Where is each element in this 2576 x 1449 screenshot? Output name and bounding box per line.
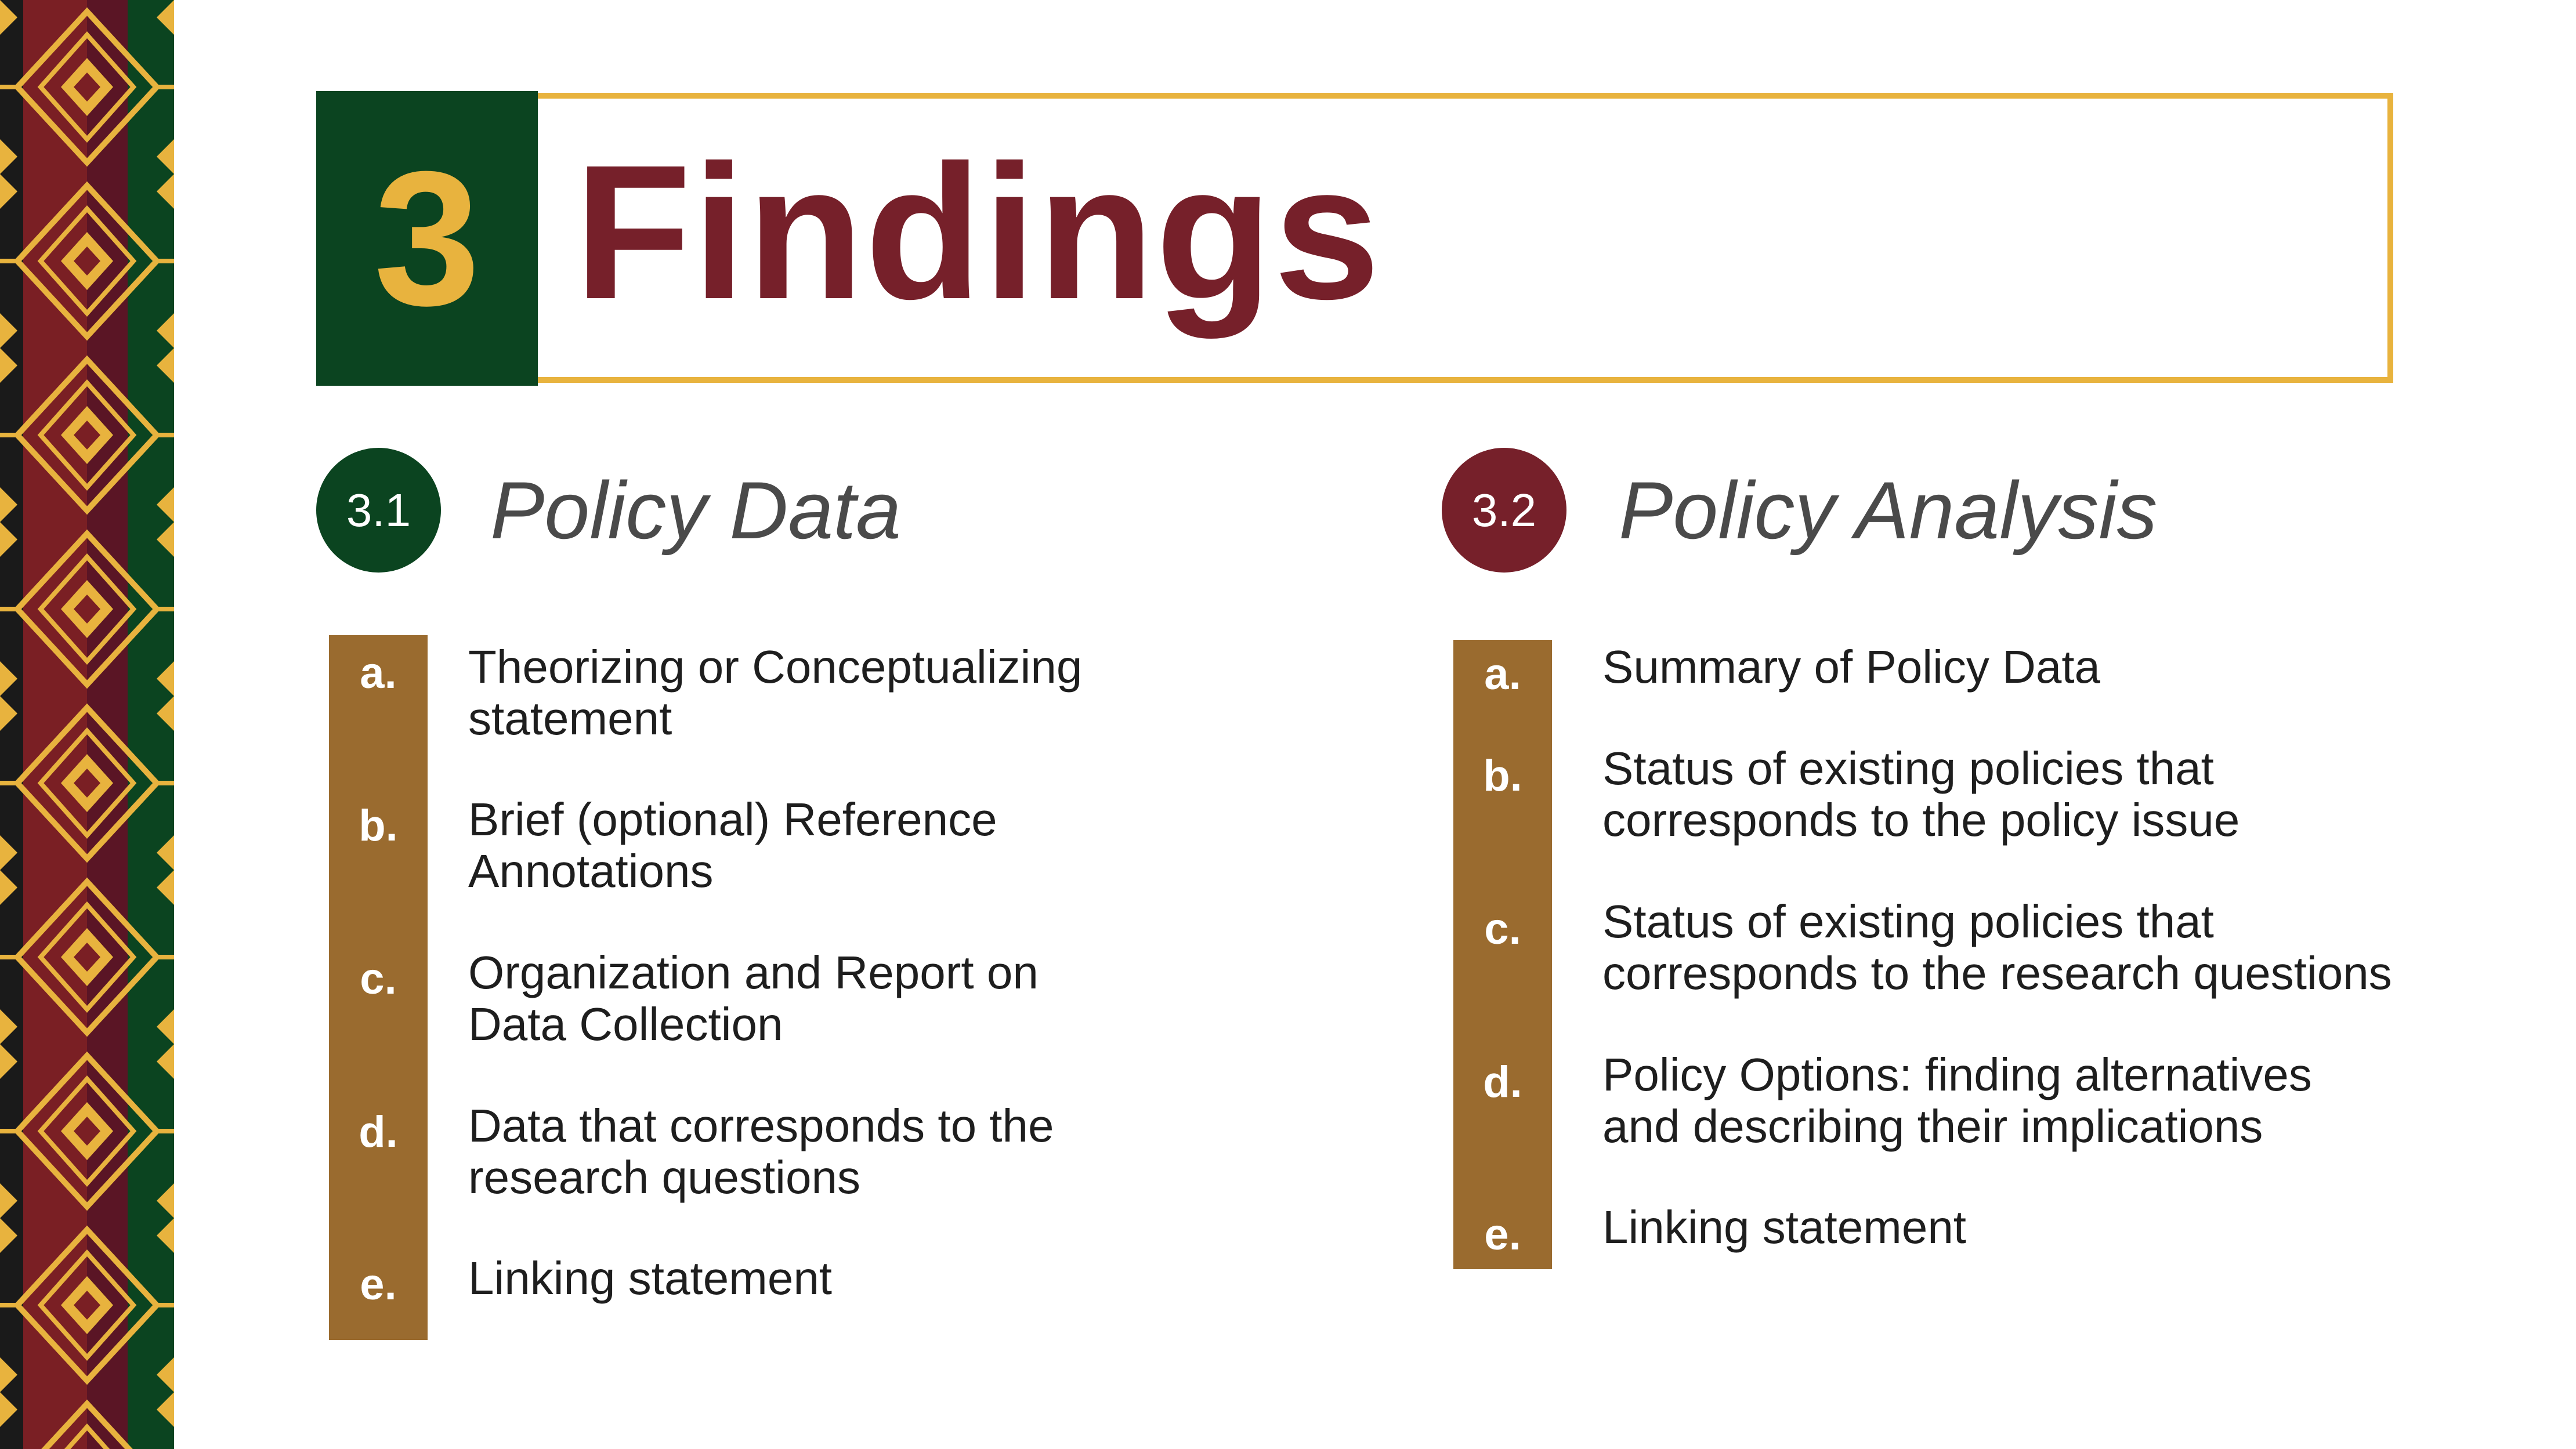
list-item [468,794,997,897]
list-item-line: corresponds to the policy issue [1602,794,2240,846]
list-marker: d. [359,1107,398,1157]
list-item-line: and describing their implications [1602,1100,2263,1152]
list-marker: a. [1484,650,1521,699]
section-title-policy-analysis: Policy Analysis [1619,464,2158,556]
list-marker: b. [1483,751,1522,800]
list-item-line: Status of existing policies that [1602,742,2214,794]
list-item-line: statement [468,693,672,744]
list-item [1602,641,2100,693]
list-item-line: Data that corresponds to the [468,1100,1054,1151]
list-item [1602,1201,1966,1253]
list-item-line: Status of existing policies that [1602,896,2214,947]
list-item-line: Organization and Report on [468,947,1039,998]
list-marker: c. [360,954,397,1004]
decorative-pattern-band [0,0,174,1449]
section-title-policy-data: Policy Data [490,464,902,556]
list-item [468,1100,1054,1203]
list-item [468,1252,832,1304]
list-item [468,641,1082,744]
list-item-line: research questions [468,1151,860,1203]
list-item-line: corresponds to the research questions [1602,947,2392,999]
list-marker: d. [1483,1057,1522,1107]
section-badge-3-1: 3.1 [316,448,441,573]
list-marker: a. [360,649,397,698]
page-title: Findings [574,125,1381,339]
list-item [1602,742,2239,846]
list-marker-bar [1453,640,1552,1269]
list-item-line: Theorizing or Conceptualizing [468,641,1083,693]
list-item-line: Annotations [468,845,714,897]
title-number: 3 [374,131,480,345]
list-item-line: Linking statement [468,1252,833,1304]
woven-pattern-graphic [0,0,174,1449]
list-item-line: Data Collection [468,998,783,1050]
list-marker: c. [1484,904,1521,954]
list-item-line: Summary of Policy Data [1602,641,2101,693]
list-item [1602,1049,2312,1152]
list-marker: e. [360,1260,397,1309]
list-item-line: Brief (optional) Reference [468,794,997,845]
list-item-line: Policy Options: finding alternatives [1602,1049,2312,1100]
list-item [468,947,1039,1050]
list-marker: b. [359,801,398,850]
list-item [1602,896,2392,999]
list-item-line: Linking statement [1602,1201,1967,1253]
section-badge-3-2: 3.2 [1442,448,1566,573]
list-marker: e. [1484,1210,1521,1259]
